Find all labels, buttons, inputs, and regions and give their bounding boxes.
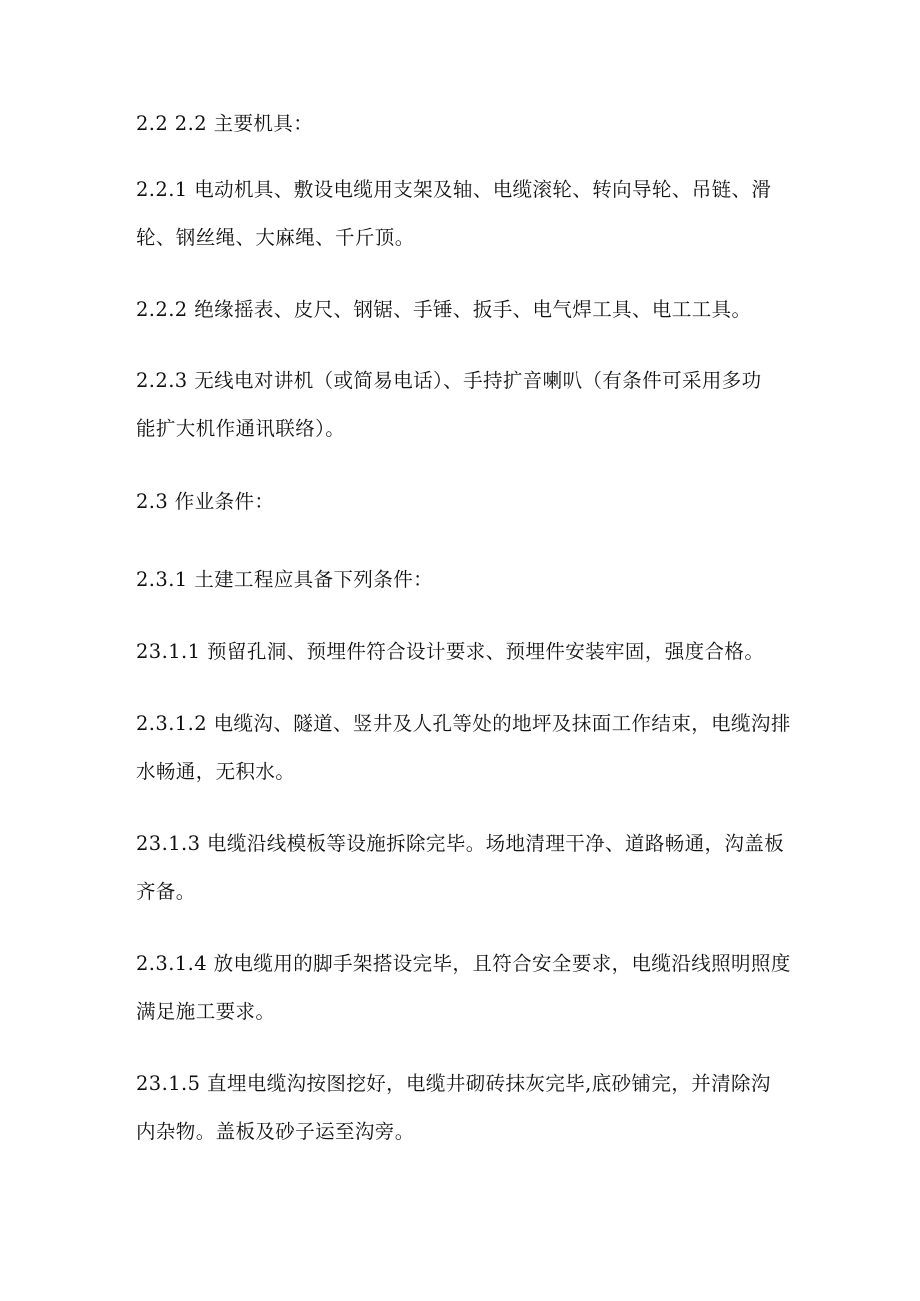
paragraph-2-2-3 (136, 357, 796, 453)
text-line: 23.1.5 直埋电缆沟按图挖好，电缆井砌砖抹灰完毕,底砂铺完，并清除沟 (136, 1072, 771, 1095)
section-heading-2-2 (136, 100, 796, 148)
text-line: 2.2.1 电动机具、敷设电缆用支架及轴、电缆滚轮、转向导轮、吊链、滑 (136, 178, 772, 201)
text-line: 2.2.3 无线电对讲机（或简易电话）、手持扩音喇叭（有条件可采用多功 (136, 369, 762, 392)
text-line: 满足施工要求。 (136, 1000, 276, 1023)
text-line: 轮、钢丝绳、大麻绳、千斤顶。 (136, 226, 415, 249)
text-line: 2.2 2.2 主要机具： (136, 112, 314, 135)
text-line: 2.3.1.2 电缆沟、隧道、竖井及人孔等处的地坪及抹面工作结束，电缆沟排 (136, 712, 791, 735)
text-line: 23.1.3 电缆沿线模板等设施拆除完毕。场地清理干净、道路畅通，沟盖板 (136, 832, 785, 855)
paragraph-2-2-2 (136, 286, 796, 334)
text-line: 2.3.1 土建工程应具备下列条件： (136, 568, 434, 591)
text-line: 23.1.1 预留孔洞、预埋件符合设计要求、预埋件安装牢固，强度合格。 (136, 640, 765, 663)
text-line: 2.2.2 绝缘摇表、皮尺、钢锯、手锤、扳手、电气焊工具、电工工具。 (136, 298, 752, 321)
text-line: 2.3 作业条件： (136, 490, 275, 513)
paragraph-2-3-1-3 (136, 820, 796, 916)
paragraph-2-3-1-2 (136, 700, 796, 796)
section-heading-2-3 (136, 478, 796, 526)
paragraph-2-3-1-1 (136, 628, 796, 676)
paragraph-2-3-1 (136, 556, 796, 604)
text-line: 齐备。 (136, 880, 196, 903)
paragraph-2-2-1 (136, 166, 796, 262)
paragraph-2-3-1-5 (136, 1060, 796, 1156)
text-line: 水畅通，无积水。 (136, 760, 296, 783)
text-line: 2.3.1.4 放电缆用的脚手架搭设完毕，且符合安全要求，电缆沿线照明照度 (136, 952, 791, 975)
text-line: 内杂物。盖板及砂子运至沟旁。 (136, 1120, 415, 1143)
paragraph-2-3-1-4 (136, 940, 796, 1036)
text-line: 能扩大机作通讯联络）。 (136, 417, 346, 440)
